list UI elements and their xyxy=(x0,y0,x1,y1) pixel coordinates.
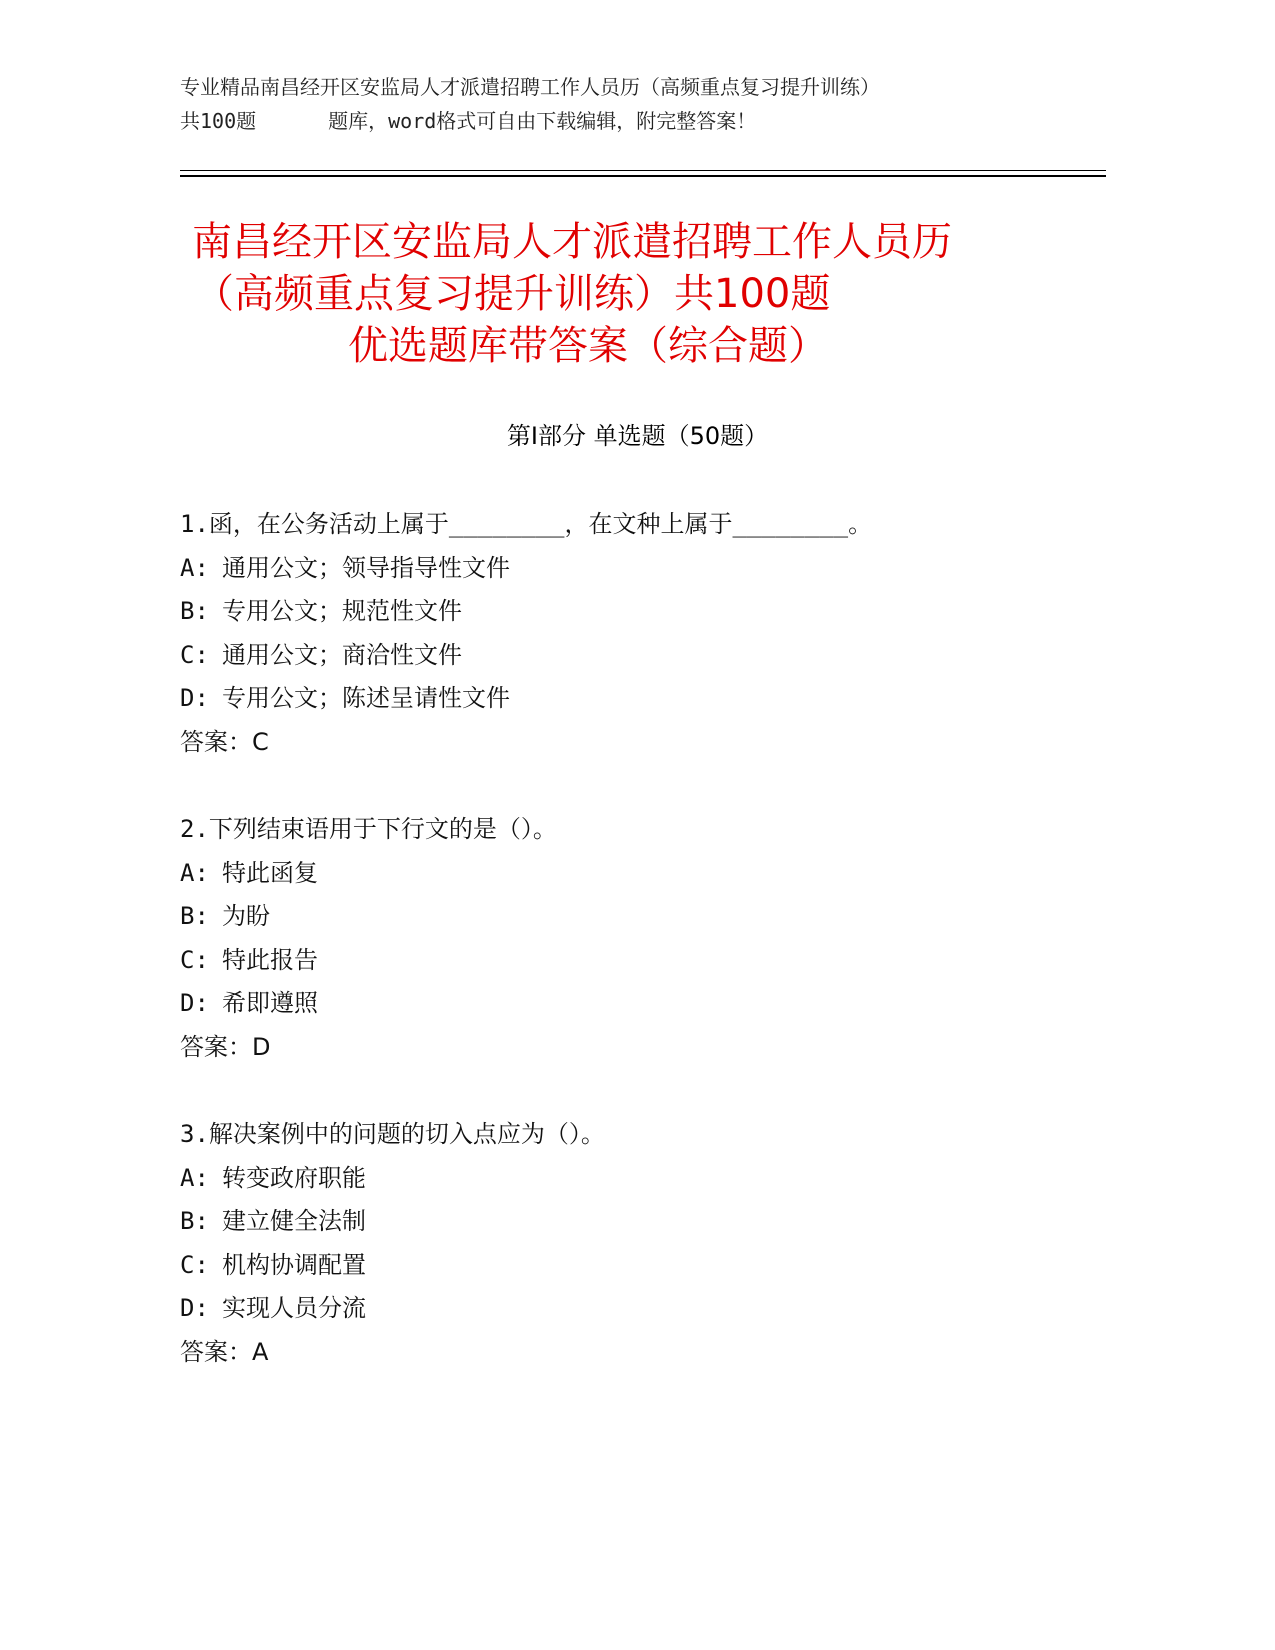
title-line-1: 南昌经开区安监局人才派遣招聘工作人员历 xyxy=(192,219,952,265)
question-stem: 2.下列结束语用于下行文的是（）。 xyxy=(180,815,557,843)
option-d xyxy=(180,982,1120,1026)
answer: 答案：D xyxy=(180,1032,271,1061)
answer: 答案：C xyxy=(180,727,269,756)
header-count: 共100题 xyxy=(180,109,257,133)
question-2 xyxy=(180,808,1120,1069)
option-letter: C: xyxy=(180,640,209,669)
option-c xyxy=(180,939,1120,983)
option-b xyxy=(180,895,1120,939)
document-title xyxy=(0,216,1275,372)
option-letter: A: xyxy=(180,553,209,582)
question-stem: 1.函，在公务活动上属于________，在文种上属于________。 xyxy=(180,510,873,538)
header-line-2 xyxy=(180,104,1100,138)
option-d xyxy=(180,677,1120,721)
option-c xyxy=(180,634,1120,678)
option-letter: C: xyxy=(180,1250,209,1279)
header-line-1: 专业精品南昌经开区安监局人才派遣招聘工作人员历（高频重点复习提升训练） xyxy=(180,75,880,99)
header-divider-thick xyxy=(180,175,1106,177)
title-line-2: （高频重点复习提升训练）共100题 xyxy=(194,271,831,317)
option-c xyxy=(180,1244,1120,1288)
option-a xyxy=(180,1157,1120,1201)
title-line-3: 优选题库带答案（综合题） xyxy=(348,323,828,369)
section-title: 第Ⅰ部分 单选题（50题） xyxy=(506,422,769,450)
option-b xyxy=(180,590,1120,634)
option-text: 希即遵照 xyxy=(222,989,318,1017)
question-3 xyxy=(180,1113,1120,1374)
option-text: 通用公文；领导指导性文件 xyxy=(222,553,510,582)
option-text: 转变政府职能 xyxy=(222,1163,366,1192)
option-letter: D: xyxy=(180,1294,209,1322)
option-d xyxy=(180,1287,1120,1331)
header-divider-thin xyxy=(180,170,1106,171)
option-text: 为盼 xyxy=(222,902,270,930)
option-letter: A: xyxy=(180,858,209,887)
option-a xyxy=(180,852,1120,896)
option-letter: C: xyxy=(180,945,209,974)
option-text: 机构协调配置 xyxy=(222,1250,366,1279)
option-text: 专用公文；陈述呈请性文件 xyxy=(222,684,510,712)
option-text: 实现人员分流 xyxy=(222,1294,366,1322)
option-letter: D: xyxy=(180,989,209,1017)
option-letter: A: xyxy=(180,1163,209,1192)
document-header xyxy=(180,70,1100,138)
question-stem: 3.解决案例中的问题的切入点应为（）。 xyxy=(180,1120,605,1148)
option-letter: D: xyxy=(180,684,209,712)
question-1 xyxy=(180,503,1120,764)
option-letter: B: xyxy=(180,1207,209,1235)
option-a xyxy=(180,547,1120,591)
option-text: 专用公文；规范性文件 xyxy=(222,597,462,625)
option-letter: B: xyxy=(180,597,209,625)
header-note: 题库，word格式可自由下载编辑，附完整答案！ xyxy=(328,109,757,133)
answer: 答案：A xyxy=(180,1337,269,1366)
option-text: 建立健全法制 xyxy=(222,1207,366,1235)
option-letter: B: xyxy=(180,902,209,930)
option-b xyxy=(180,1200,1120,1244)
option-text: 特此函复 xyxy=(222,858,318,887)
option-text: 特此报告 xyxy=(222,945,318,974)
option-text: 通用公文；商洽性文件 xyxy=(222,640,462,669)
